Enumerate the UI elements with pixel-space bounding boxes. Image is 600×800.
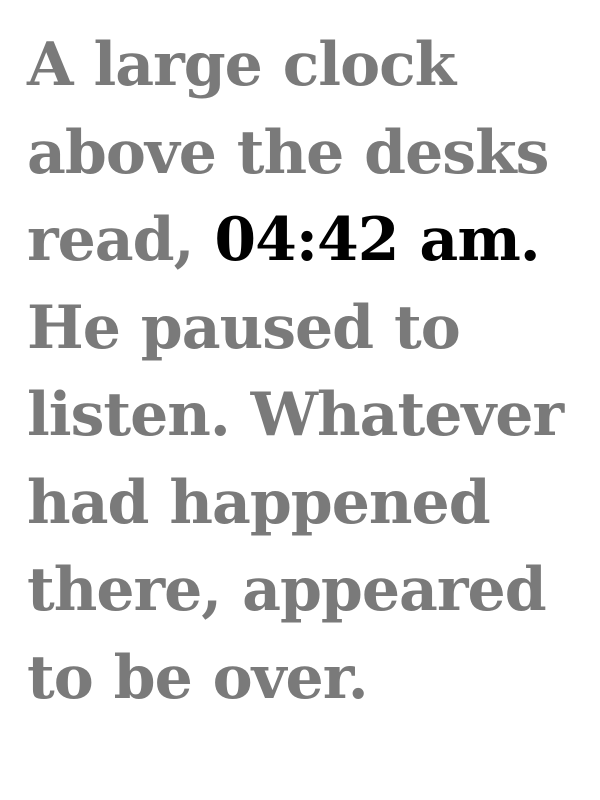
passage-line-1: A large clock [27,30,456,100]
quote-passage [27,22,580,722]
passage-line-6: had happened [27,467,490,538]
passage-line-3-lead: read, [27,205,215,275]
passage-line-8: to be over. [27,642,368,713]
time-highlight: 04:42 am. [214,205,540,275]
passage-line-4: He paused to [27,292,460,363]
passage-line-7: there, appeared [27,555,546,625]
passage-line-2: above the desks [27,117,549,188]
passage-line-3 [27,197,580,285]
passage-line-5: listen. Whatever [27,380,564,450]
